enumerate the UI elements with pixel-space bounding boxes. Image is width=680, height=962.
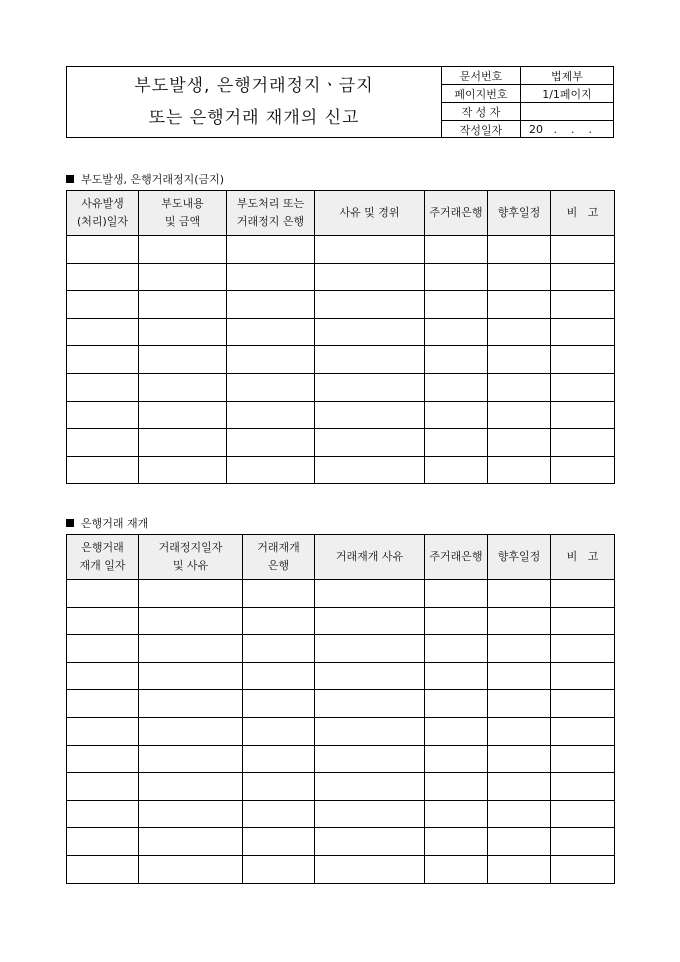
table-cell[interactable] [243,662,315,690]
table-cell[interactable] [425,690,488,718]
table-cell[interactable] [488,662,551,690]
table-cell[interactable] [488,855,551,883]
table-cell[interactable] [315,429,425,457]
table-cell[interactable] [139,690,243,718]
table-cell[interactable] [243,745,315,773]
table-cell[interactable] [551,456,615,484]
table-cell[interactable] [551,291,615,319]
table-cell[interactable] [551,401,615,429]
table-cell[interactable] [488,773,551,801]
table-cell[interactable] [243,580,315,608]
table-cell[interactable] [139,373,227,401]
section-1-title: 부도발생, 은행거래정지(금지) [81,173,225,186]
table-cell[interactable] [425,635,488,663]
table-cell[interactable] [315,717,425,745]
table-cell[interactable] [315,773,425,801]
table-row [67,745,615,773]
meta-value[interactable]: 1/1페이지 [521,85,614,103]
table-cell[interactable] [315,662,425,690]
table-cell[interactable] [488,828,551,856]
table-row [67,855,615,883]
table-row [67,373,615,401]
table-cell[interactable] [139,318,227,346]
column-header-bankruptcy-amount: 부도내용 및 금액 [139,191,227,236]
table-cell[interactable] [227,346,315,374]
table-cell[interactable] [488,456,551,484]
table-cell[interactable] [551,717,615,745]
table-row [67,236,615,264]
table-cell[interactable] [425,662,488,690]
document-title [67,67,442,137]
table-cell[interactable] [67,773,139,801]
table-cell[interactable] [139,662,243,690]
column-header-resumption-bank: 거래재개 은행 [243,535,315,580]
table-cell[interactable] [227,429,315,457]
table-row [67,401,615,429]
table-cell[interactable] [488,263,551,291]
column-header-processing-bank: 부도처리 또는 거래정지 은행 [227,191,315,236]
table-cell[interactable] [67,607,139,635]
meta-value[interactable] [521,103,614,121]
column-header-main-bank: 주거래은행 [425,191,488,236]
section-2-title: 은행거래 재개 [81,517,149,530]
table-cell[interactable] [315,456,425,484]
table-cell[interactable] [315,690,425,718]
table-cell[interactable] [488,580,551,608]
table-cell[interactable] [315,401,425,429]
table-cell[interactable] [67,456,139,484]
table-cell[interactable] [551,580,615,608]
table-cell[interactable] [243,635,315,663]
table-cell[interactable] [139,346,227,374]
table-cell[interactable] [551,607,615,635]
table-cell[interactable] [488,800,551,828]
table-cell[interactable] [139,773,243,801]
table-cell[interactable] [139,855,243,883]
table-row [67,291,615,319]
table-cell[interactable] [425,800,488,828]
table-cell[interactable] [551,690,615,718]
column-header-remarks: 비 고 [551,535,615,580]
table-cell[interactable] [67,800,139,828]
table-cell[interactable] [551,635,615,663]
table-cell[interactable] [425,828,488,856]
square-bullet-icon [66,519,74,527]
table-cell[interactable] [67,690,139,718]
table-cell[interactable] [551,773,615,801]
table-cell[interactable] [139,456,227,484]
table-header-row [67,535,615,580]
table-cell[interactable] [243,717,315,745]
column-header-schedule: 향후일정 [488,191,551,236]
table-cell[interactable] [315,855,425,883]
table-cell[interactable] [425,580,488,608]
table-cell[interactable] [488,401,551,429]
table-cell[interactable] [67,855,139,883]
meta-row-page-number [442,85,613,103]
table-cell[interactable] [488,429,551,457]
table-cell[interactable] [67,580,139,608]
table-cell[interactable] [243,828,315,856]
table-cell[interactable] [488,346,551,374]
table-cell[interactable] [67,291,139,319]
square-bullet-icon [66,175,74,183]
table-cell[interactable] [67,429,139,457]
table-cell[interactable] [67,401,139,429]
table-cell[interactable] [315,580,425,608]
meta-label: 작 성 자 [442,103,521,121]
table-row [67,607,615,635]
table-cell[interactable] [488,291,551,319]
table-cell[interactable] [67,318,139,346]
table-cell[interactable] [551,263,615,291]
table-cell[interactable] [551,828,615,856]
table-cell[interactable] [425,429,488,457]
table-cell[interactable] [551,800,615,828]
document-meta-table [442,67,613,138]
table-cell[interactable] [139,828,243,856]
table-cell[interactable] [425,318,488,346]
table-cell[interactable] [315,745,425,773]
table-cell[interactable] [425,717,488,745]
table-row [67,346,615,374]
table-cell[interactable] [243,773,315,801]
title-line-2: 또는 은행거래 재개의 신고 [148,108,360,128]
section-1-heading [66,171,224,187]
table-cell[interactable] [139,291,227,319]
table-cell[interactable] [67,828,139,856]
resumption-table [66,534,615,884]
table-cell[interactable] [488,690,551,718]
table-cell[interactable] [227,236,315,264]
column-header-resumption-date: 은행거래 재개 일자 [67,535,139,580]
table-cell[interactable] [67,662,139,690]
table-cell[interactable] [139,635,243,663]
document-header [66,66,614,138]
table-cell[interactable] [139,717,243,745]
table-cell[interactable] [315,828,425,856]
bankruptcy-table-body [67,236,615,484]
table-row [67,456,615,484]
table-row [67,318,615,346]
table-row [67,263,615,291]
meta-label: 문서번호 [442,67,521,85]
table-cell[interactable] [139,401,227,429]
table-cell[interactable] [315,373,425,401]
table-cell[interactable] [488,607,551,635]
table-row [67,635,615,663]
table-row [67,773,615,801]
table-header-row [67,191,615,236]
table-row [67,717,615,745]
meta-row-author [442,103,613,121]
table-cell[interactable] [425,745,488,773]
table-cell[interactable] [551,373,615,401]
table-cell[interactable] [227,401,315,429]
table-cell[interactable] [488,745,551,773]
table-cell[interactable] [425,346,488,374]
column-header-remarks: 비 고 [551,191,615,236]
table-cell[interactable] [551,318,615,346]
table-cell[interactable] [425,236,488,264]
table-row [67,580,615,608]
table-row [67,662,615,690]
table-cell[interactable] [67,745,139,773]
section-2-heading [66,515,148,531]
table-cell[interactable] [488,236,551,264]
table-cell[interactable] [243,855,315,883]
table-cell[interactable] [227,373,315,401]
table-cell[interactable] [488,717,551,745]
table-cell[interactable] [67,263,139,291]
table-cell[interactable] [227,456,315,484]
column-header-main-bank: 주거래은행 [425,535,488,580]
table-cell[interactable] [67,373,139,401]
table-cell[interactable] [67,236,139,264]
table-cell[interactable] [243,607,315,635]
table-cell[interactable] [551,745,615,773]
meta-value[interactable]: 20 . . . [529,123,592,136]
column-header-schedule: 향후일정 [488,535,551,580]
table-cell[interactable] [67,346,139,374]
table-row [67,690,615,718]
table-cell[interactable] [243,800,315,828]
meta-label: 페이지번호 [442,85,521,103]
table-cell[interactable] [488,373,551,401]
table-cell[interactable] [425,773,488,801]
column-header-suspension-date: 거래정지일자 및 사유 [139,535,243,580]
table-row [67,800,615,828]
table-cell[interactable] [551,662,615,690]
column-header-occurrence-date: 사유발생 (처리)일자 [67,191,139,236]
table-cell[interactable] [67,717,139,745]
table-cell[interactable] [67,635,139,663]
meta-label: 작성일자 [442,121,521,139]
table-cell[interactable] [551,855,615,883]
table-cell[interactable] [139,607,243,635]
table-cell[interactable] [425,373,488,401]
table-cell[interactable] [315,236,425,264]
table-cell[interactable] [488,635,551,663]
table-cell[interactable] [315,800,425,828]
column-header-reason: 사유 및 경위 [315,191,425,236]
table-cell[interactable] [139,800,243,828]
table-cell[interactable] [425,607,488,635]
table-cell[interactable] [139,580,243,608]
table-cell[interactable] [425,855,488,883]
meta-value[interactable]: 법제부 [521,67,614,85]
resumption-table-body [67,580,615,884]
table-cell[interactable] [425,291,488,319]
table-row [67,828,615,856]
table-row [67,429,615,457]
table-cell[interactable] [551,429,615,457]
table-cell[interactable] [315,291,425,319]
table-cell[interactable] [315,346,425,374]
table-cell[interactable] [315,635,425,663]
table-cell[interactable] [551,236,615,264]
table-cell[interactable] [315,607,425,635]
column-header-resumption-reason: 거래재개 사유 [315,535,425,580]
table-cell[interactable] [315,318,425,346]
title-line-1: 부도발생, 은행거래정지ㆍ금지 [134,76,374,96]
table-cell[interactable] [139,236,227,264]
table-cell[interactable] [227,263,315,291]
table-cell[interactable] [227,291,315,319]
table-cell[interactable] [227,318,315,346]
table-cell[interactable] [488,318,551,346]
table-cell[interactable] [139,745,243,773]
table-cell[interactable] [139,429,227,457]
table-cell[interactable] [425,456,488,484]
table-cell[interactable] [425,401,488,429]
meta-row-doc-number [442,67,613,85]
table-cell[interactable] [315,263,425,291]
table-cell[interactable] [551,346,615,374]
table-cell[interactable] [243,690,315,718]
table-cell[interactable] [425,263,488,291]
table-cell[interactable] [139,263,227,291]
meta-row-date [442,121,613,139]
bankruptcy-table [66,190,615,484]
